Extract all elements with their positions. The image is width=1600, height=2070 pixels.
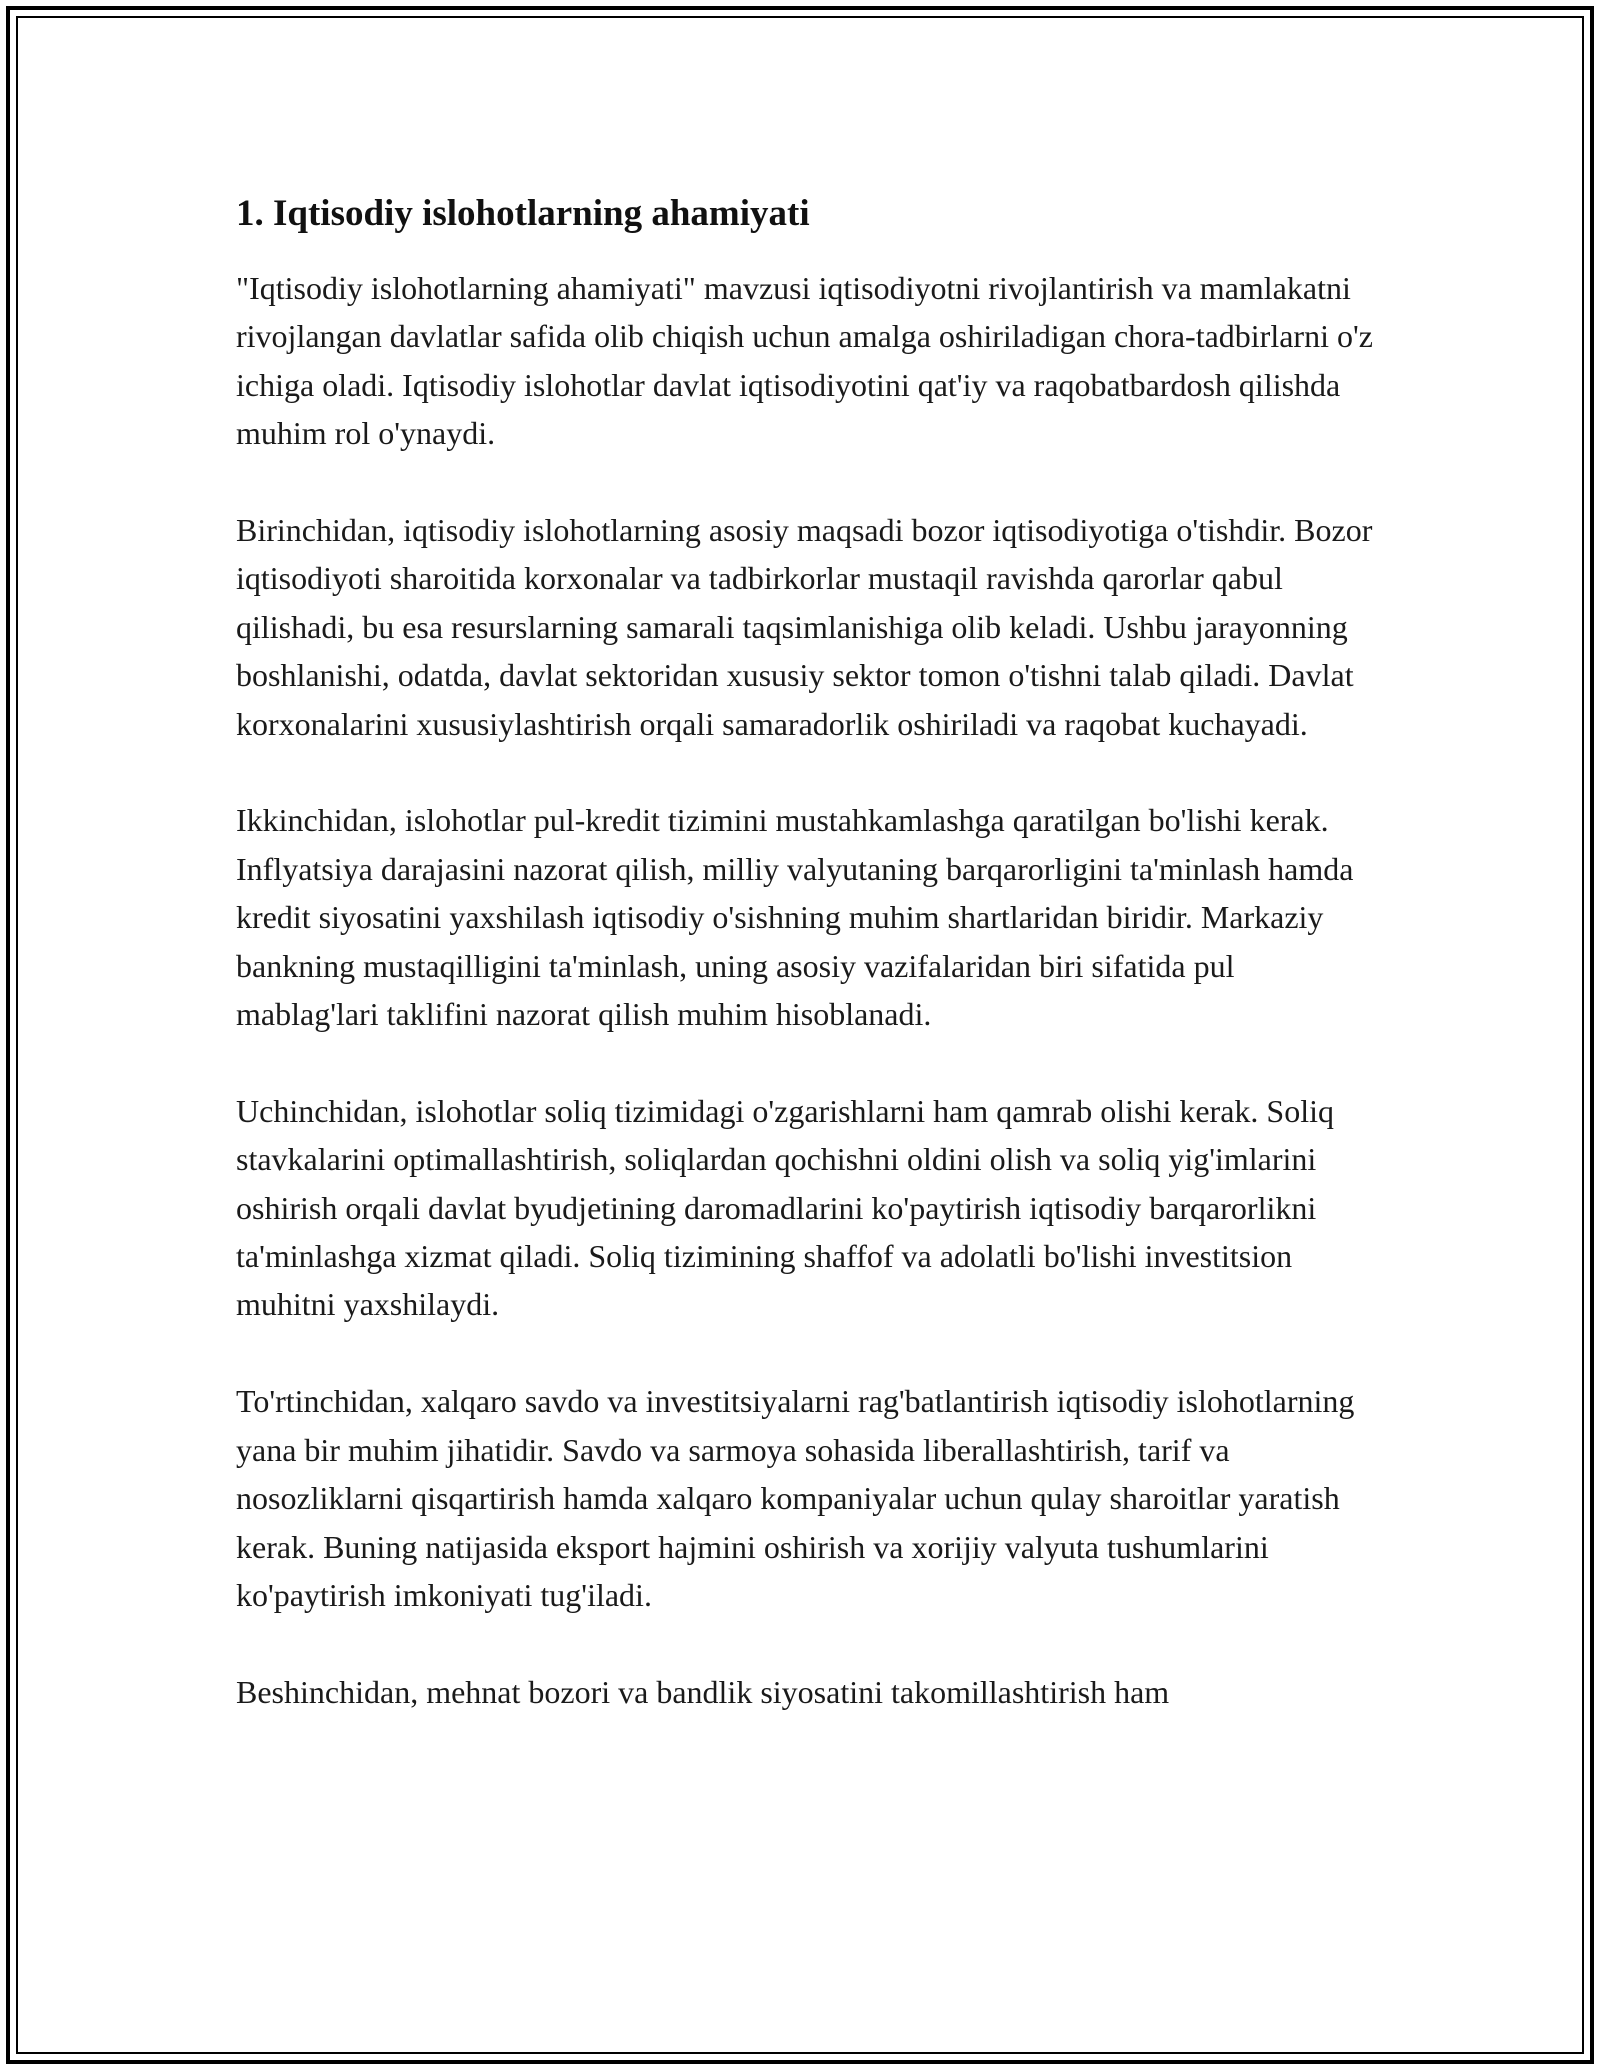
paragraph-fifth-point: Beshinchidan, mehnat bozori va bandlik siyosatini takomillashtirish ham [236,1673,1170,1710]
paragraph-fourth-point: To'rtinchidan, xalqaro savdo va investitsiyalarni rag'batlantirish iqtisodiy islohotlarning yana bir muhim jihatidir. Savdo va sarmoya sohasida liberallashtirish, tarif va nosozliklarni qisqartirish hamda xalqaro kompaniyalar uchun qulay sharoitlar yaratish kerak. Buning natijasida eksport hajmini oshirish va xorijiy valyuta tushumlarini ko'paytirish imkoniyati tug'iladi. [236,1383,1355,1613]
section-title: 1. Iqtisodiy islohotlarning ahamiyati [236,193,810,234]
document-body [236,188,1376,1765]
paragraph-intro: "Iqtisodiy islohotlarning ahamiyati" mavzusi iqtisodiyotni rivojlantirish va mamlakatni rivojlangan davlatlar safida olib chiqish uchun amalga oshiriladigan chora-tadbirlarni o'z ichiga oladi. Iqtisodiy islohotlar davlat iqtisodiyotini qat'iy va raqobatbardosh qilishda muhim rol o'ynaydi. [236,270,1373,452]
paragraph-second-point: Ikkinchidan, islohotlar pul-kredit tizimini mustahkamlashga qaratilgan bo'lishi kerak. Inflyatsiya darajasini nazorat qilish, milliy valyutaning barqarorligini ta'minlash hamda kredit siyosatini yaxshilash iqtisodiy o'sishning muhim shartlaridan biridir. Markaziy bankning mustaqilligini ta'minlash, uning asosiy vazifalaridan biri sifatida pul mablag'lari taklifini nazorat qilish muhim hisoblanadi. [236,802,1354,1033]
paragraph-third-point: Uchinchidan, islohotlar soliq tizimidagi o'zgarishlarni ham qamrab olishi kerak. Soliq stavkalarini optimallashtirish, soliqlardan qochishni oldini olish va soliq yig'imlarini oshirish orqali davlat byudjetining daromadlarini ko'paytirish iqtisodiy barqarorlikni ta'minlashga xizmat qiladi. Soliq tizimining shaffof va adolatli bo'lishi investitsion muhitni yaxshilaydi. [236,1092,1334,1323]
paragraph-first-point: Birinchidan, iqtisodiy islohotlarning asosiy maqsadi bozor iqtisodiyotiga o'tishdir. Bozor iqtisodiyoti sharoitida korxonalar va tadbirkorlar mustaqil ravishda qarorlar qabul qilishadi, bu esa resurslarning samarali taqsimlanishiga olib keladi. Ushbu jarayonning boshlanishi, odatda, davlat sektoridan xususiy sektor tomon o'tishni talab qiladi. Davlat korxonalarini xususiylashtirish orqali samaradorlik oshiriladi va raqobat kuchayadi. [236,512,1373,742]
